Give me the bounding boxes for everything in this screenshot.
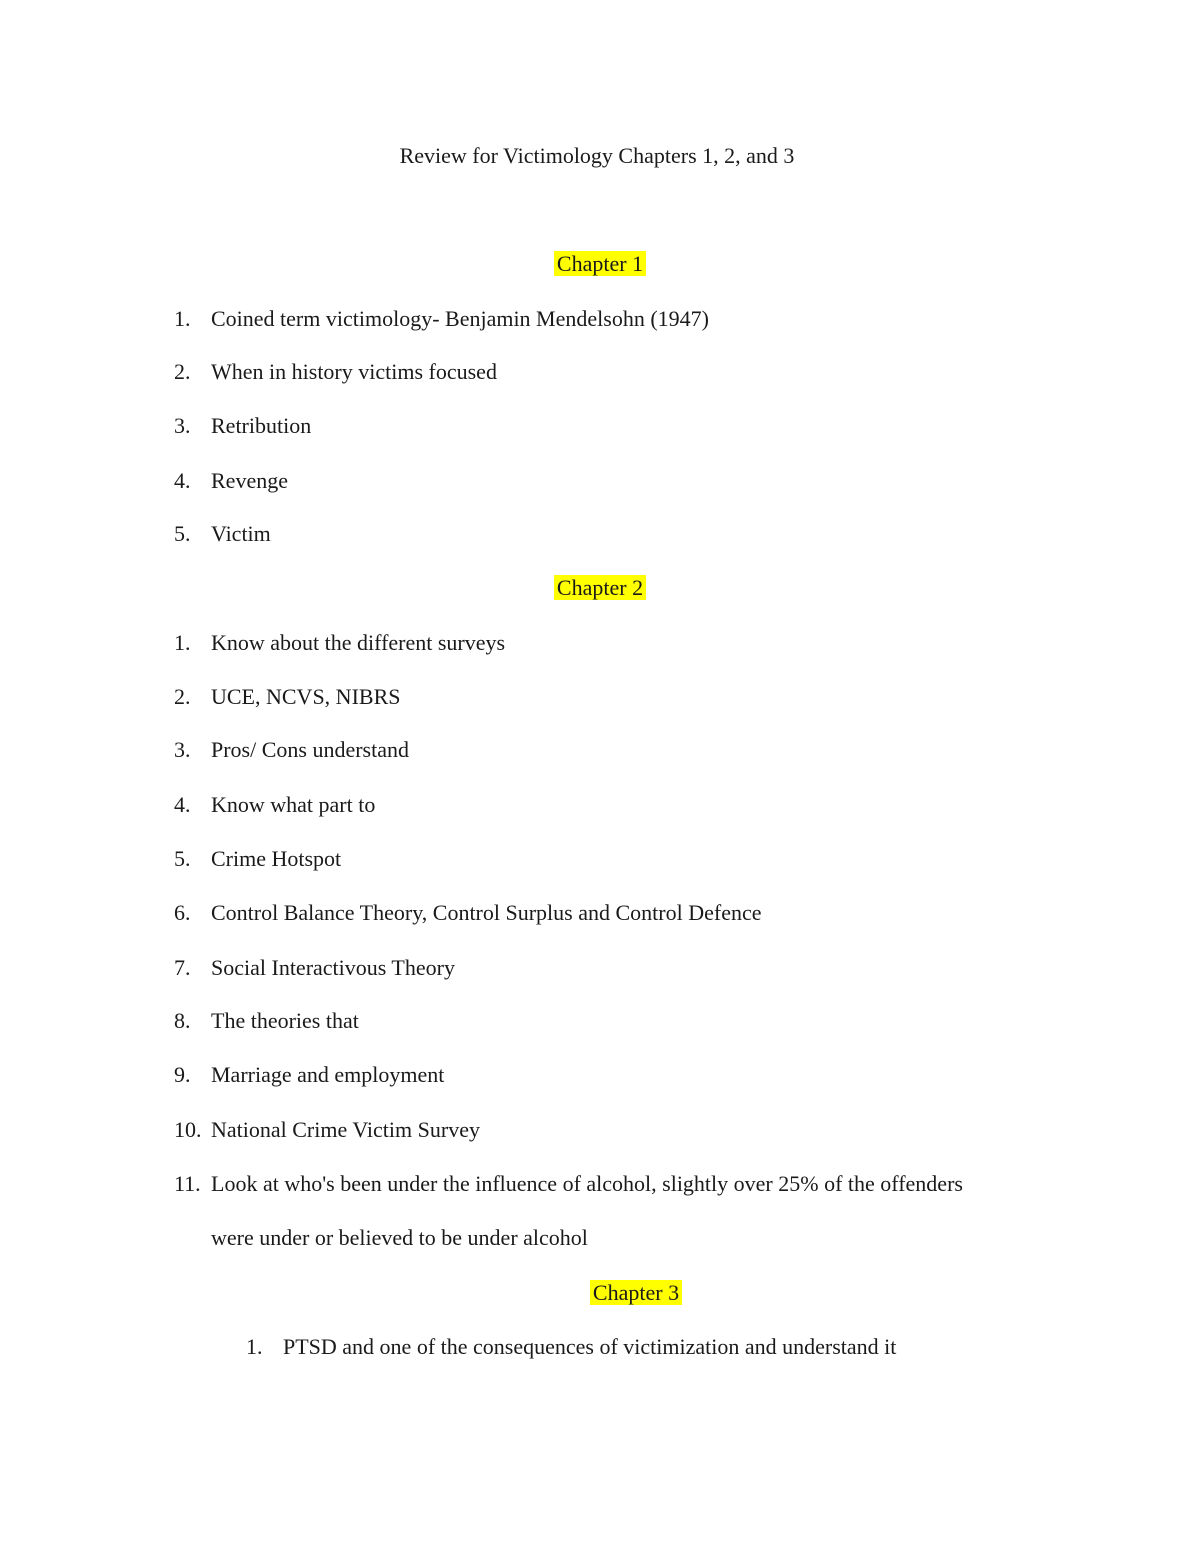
list-item-text: Marriage and employment [211, 1062, 445, 1087]
list-item-text: Social Interactivous Theory [211, 955, 455, 980]
list-item-number: 11. [174, 1171, 201, 1196]
list-item-text: National Crime Victim Survey [211, 1117, 480, 1142]
list-item-text: Know what part to [211, 792, 376, 817]
list-item-text: Look at who's been under the influence of alcohol, slightly over 25% of the offenders [211, 1171, 963, 1196]
list-item-number: 1. [174, 306, 191, 331]
list-item-number: 1. [246, 1334, 263, 1359]
list-item-number: 4. [174, 468, 191, 493]
chapter-3-heading [36, 1278, 1200, 1308]
list-item-number: 5. [174, 521, 191, 546]
list-item-number: 7. [174, 955, 191, 980]
list-item-number: 1. [174, 630, 191, 655]
list-item-number: 5. [174, 846, 191, 871]
list-item-number: 3. [174, 413, 191, 438]
chapter-1-heading-text: Chapter 1 [554, 251, 646, 276]
chapter-1-heading [0, 249, 1200, 279]
chapter-2-heading-text: Chapter 2 [554, 575, 646, 600]
list-item-number: 9. [174, 1062, 191, 1087]
list-item-number: 2. [174, 359, 191, 384]
list-item-number: 6. [174, 900, 191, 925]
list-item-number: 8. [174, 1008, 191, 1033]
chapter-3-heading-text: Chapter 3 [590, 1280, 682, 1305]
list-item-continuation: were under or believed to be under alcohol [211, 1225, 588, 1250]
list-item-text: Retribution [211, 413, 312, 438]
list-item-text: When in history victims focused [211, 359, 497, 384]
list-item-text: The theories that [211, 1008, 359, 1033]
list-item-text: Coined term victimology- Benjamin Mendelsohn (1947) [211, 306, 709, 331]
list-item-number: 3. [174, 737, 191, 762]
list-item-text: Revenge [211, 468, 288, 493]
list-item-text: Control Balance Theory, Control Surplus and Control Defence [211, 900, 762, 925]
list-item-number: 4. [174, 792, 191, 817]
list-item-number: 2. [174, 684, 191, 709]
chapter-2-heading [0, 573, 1200, 603]
list-item-text: Know about the different surveys [211, 630, 506, 655]
list-item-text: Pros/ Cons understand [211, 737, 409, 762]
list-item-text: UCE, NCVS, NIBRS [211, 684, 401, 709]
list-item-text: PTSD and one of the consequences of victimization and understand it [283, 1334, 897, 1359]
list-item-number: 10. [174, 1117, 202, 1142]
document-title: Review for Victimology Chapters 1, 2, and 3 [399, 143, 795, 168]
list-item-text: Victim [211, 521, 271, 546]
list-item-text: Crime Hotspot [211, 846, 342, 871]
